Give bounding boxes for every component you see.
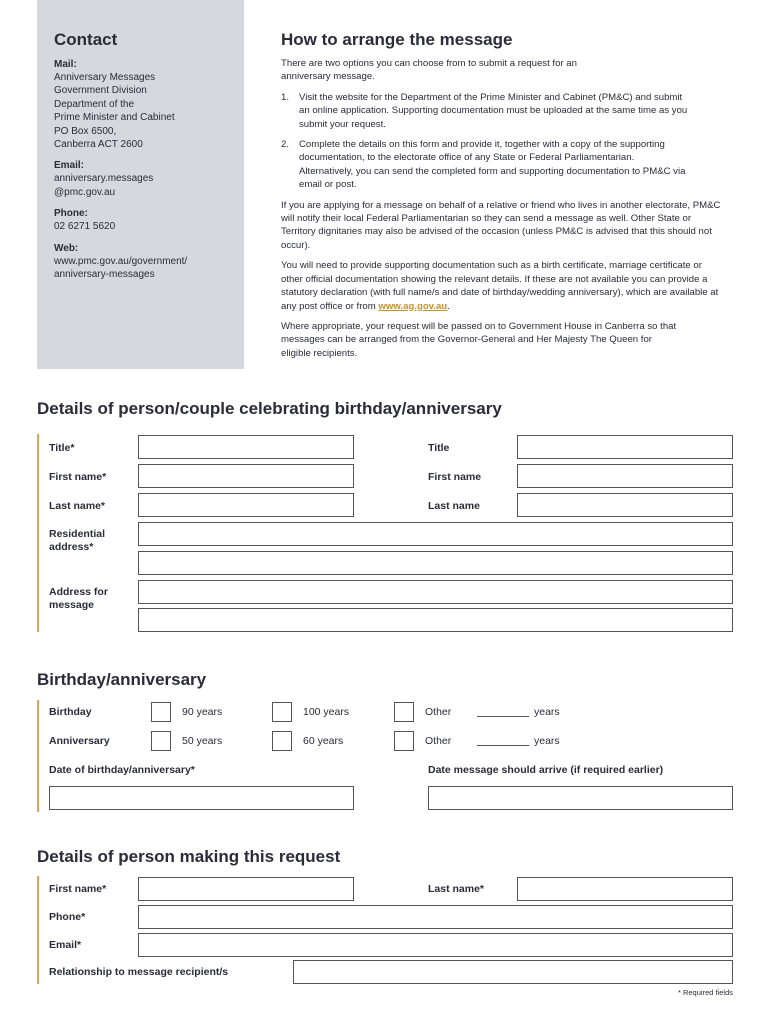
anniversary-50-label: 50 years bbox=[182, 735, 223, 747]
birthday-90-label: 90 years bbox=[182, 706, 223, 718]
anniversary-50-checkbox[interactable] bbox=[151, 731, 171, 751]
step-item: 2. Complete the details on this form and provide it, together with a copy of the supporting documentation, to the electorate office of any State or Federal Parliamentarian. Alternatively, you can send the completed form and supporting documentation to PM&C via email or post. bbox=[281, 139, 686, 191]
birthday-other-years-field[interactable] bbox=[477, 716, 529, 717]
anniversary-other-checkbox[interactable] bbox=[394, 731, 414, 751]
relationship-field[interactable] bbox=[293, 960, 733, 984]
howto-section bbox=[281, 30, 721, 367]
birthday-years-label: years bbox=[534, 706, 560, 718]
web-link[interactable]: www.pmc.gov.au/government/ anniversary-messages bbox=[54, 255, 188, 281]
requester-phone-label: Phone* bbox=[49, 911, 86, 923]
mail-address: Anniversary Messages Government Division Department of the Prime Minister and Cabinet PO Box 6500, Canberra ACT 2600 bbox=[54, 72, 175, 151]
requester-email-label: Email* bbox=[49, 939, 82, 951]
last1-field[interactable] bbox=[138, 493, 354, 517]
residential-field-line1[interactable] bbox=[138, 522, 733, 546]
first2-label: First name bbox=[428, 471, 482, 483]
celebrant-heading: Details of person/couple celebrating birthday/anniversary bbox=[37, 399, 502, 418]
relationship-label: Relationship to message recipient/s bbox=[49, 966, 229, 978]
last2-field[interactable] bbox=[517, 493, 733, 517]
residential-label: Residential address* bbox=[49, 528, 106, 553]
requester-heading: Details of person making this request bbox=[37, 847, 341, 866]
anniversary-row-label: Anniversary bbox=[49, 735, 110, 747]
howto-para-relative: If you are applying for a message on behalf of a relative or friend who lives in another electorate, PM&C will notify their local Federal Parliamentarian so they can send a message as well. Other State or Territory dignitaries may also be advised of the occasion (unless PM&C is advised that this should not occur). bbox=[281, 199, 721, 251]
section-accent-bar bbox=[37, 434, 39, 632]
requester-last-field[interactable] bbox=[517, 877, 733, 901]
howto-para-documentation: You will need to provide supporting documentation such as a birth certificate, marriage certificate or other official documentation showing the relevant details. If these are not available you can provide a statutory declaration (with full name/s and date of birthday/wedding anniversary), which are available at any post office or from www.ag.gov.au. bbox=[281, 260, 719, 312]
first1-label: First name* bbox=[49, 471, 107, 483]
residential-field-line2[interactable] bbox=[138, 551, 733, 575]
anniversary-other-label: Other bbox=[425, 735, 452, 747]
last1-label: Last name* bbox=[49, 500, 106, 512]
requester-last-label: Last name* bbox=[428, 883, 485, 895]
howto-para-government-house: Where appropriate, your request will be passed on to Government House in Canberra so that messages can be arranged from the Governor-General and Her Majesty The Queen for eligible recipients. bbox=[281, 320, 677, 359]
first2-field[interactable] bbox=[517, 464, 733, 488]
address-field-line1[interactable] bbox=[138, 580, 733, 604]
required-fields-note: * Required fields bbox=[677, 988, 733, 997]
requester-first-label: First name* bbox=[49, 883, 107, 895]
birthday-other-label: Other bbox=[425, 706, 452, 718]
section-accent-bar bbox=[37, 876, 39, 984]
section-accent-bar bbox=[37, 700, 39, 812]
howto-steps bbox=[281, 91, 721, 192]
birthday-100-label: 100 years bbox=[303, 706, 350, 718]
first1-field[interactable] bbox=[138, 464, 354, 488]
address-field-line2[interactable] bbox=[138, 608, 733, 632]
anniversary-60-label: 60 years bbox=[303, 735, 344, 747]
ag-gov-link[interactable]: www.ag.gov.au bbox=[378, 300, 448, 312]
contact-panel bbox=[37, 0, 244, 369]
phone-number: 02 6271 5620 bbox=[54, 221, 116, 233]
date-field[interactable] bbox=[49, 786, 354, 810]
arrive-date-field[interactable] bbox=[428, 786, 733, 810]
step-item: 1. Visit the website for the Department of the Prime Minister and Cabinet (PM&C) and submit an online application. Supporting documentation must be uploaded at the same time as you submit your request. bbox=[281, 91, 688, 130]
contact-heading: Contact bbox=[54, 30, 118, 49]
address-for-label: Address for message bbox=[49, 586, 108, 611]
mail-label: Mail: bbox=[54, 59, 77, 70]
date-label: Date of birthday/anniversary* bbox=[49, 764, 195, 776]
email-address[interactable]: anniversary.messages @pmc.gov.au bbox=[54, 173, 154, 198]
birthday-row-label: Birthday bbox=[49, 706, 92, 718]
requester-email-field[interactable] bbox=[138, 933, 733, 957]
birthday-100-checkbox[interactable] bbox=[272, 702, 292, 722]
requester-first-field[interactable] bbox=[138, 877, 354, 901]
title2-label: Title bbox=[428, 442, 450, 454]
birthday-other-checkbox[interactable] bbox=[394, 702, 414, 722]
birthday-90-checkbox[interactable] bbox=[151, 702, 171, 722]
email-label: Email: bbox=[54, 160, 85, 172]
title1-field[interactable] bbox=[138, 435, 354, 459]
arrive-date-label: Date message should arrive (if required earlier) bbox=[428, 764, 664, 776]
birthday-heading: Birthday/anniversary bbox=[37, 670, 207, 689]
web-label: Web: bbox=[54, 242, 79, 254]
howto-intro: There are two options you can choose from to submit a request for an anniversary message. bbox=[281, 58, 577, 83]
title2-field[interactable] bbox=[517, 435, 733, 459]
howto-heading: How to arrange the message bbox=[281, 30, 513, 49]
phone-label: Phone: bbox=[54, 208, 88, 220]
requester-phone-field[interactable] bbox=[138, 905, 733, 929]
anniversary-other-years-field[interactable] bbox=[477, 745, 529, 746]
last2-label: Last name bbox=[428, 500, 480, 512]
title1-label: Title* bbox=[49, 442, 75, 454]
anniversary-years-label: years bbox=[534, 735, 560, 747]
anniversary-60-checkbox[interactable] bbox=[272, 731, 292, 751]
